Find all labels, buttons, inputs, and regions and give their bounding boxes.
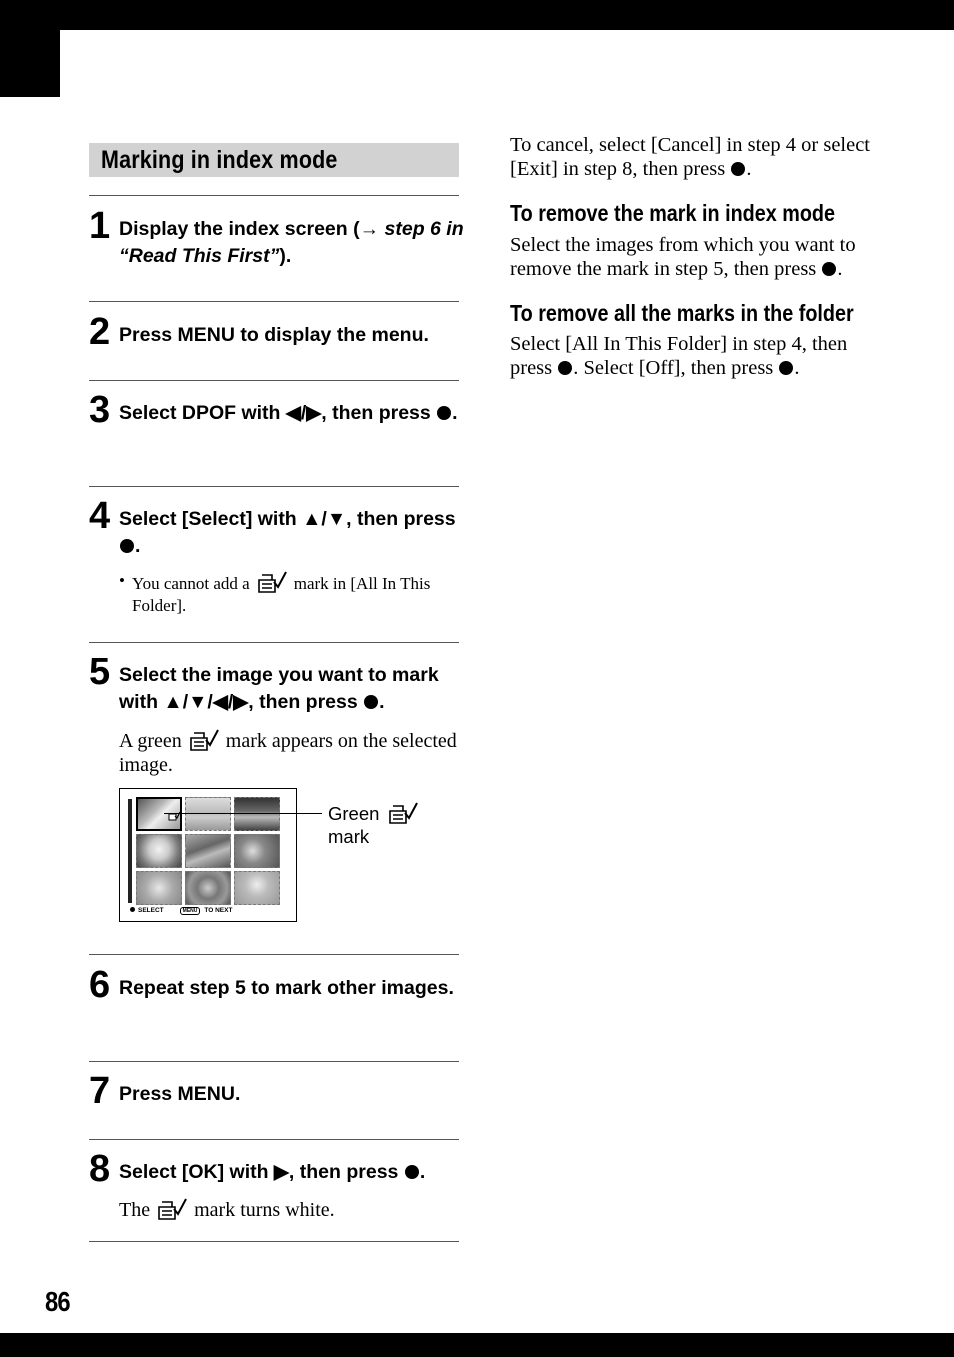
thumbnail-selected	[136, 797, 182, 831]
divider	[89, 1139, 459, 1140]
step-instruction: Press MENU.	[119, 1083, 241, 1105]
remove-all-heading: To remove all the marks in the folder	[510, 300, 854, 326]
step-number: 3	[89, 389, 111, 431]
screen-footer: SELECT MENU TO NEXT	[130, 907, 232, 915]
step-number: 2	[89, 311, 111, 353]
section-title: Marking in index mode	[89, 143, 459, 177]
center-button-icon	[558, 361, 572, 375]
step-instruction: Display the index screen (→ step 6 in “Read This First”).	[119, 218, 464, 267]
section-tab	[0, 0, 60, 97]
center-button-icon	[130, 907, 135, 912]
callout-label: Green mark	[328, 801, 438, 848]
remove-mark-text: Select the images from which you want to remove the mark in step 5, then press .	[510, 234, 856, 280]
step-instruction: Select [Select] with ▲/▼, then press .	[119, 508, 456, 557]
menu-badge: MENU	[180, 907, 201, 915]
divider	[89, 195, 459, 196]
thumbnail	[185, 834, 231, 868]
step-instruction: Select the image you want to mark with ▲/▼/◀/▶, then press .	[119, 664, 439, 713]
dpof-print-mark-icon	[188, 728, 220, 752]
thumbnail	[185, 871, 231, 905]
thumbnail	[136, 834, 182, 868]
step-note: • You cannot add a mark in [All In This Folder].	[119, 570, 459, 617]
step-result: The mark turns white.	[119, 1199, 335, 1221]
callout-line	[164, 813, 322, 814]
divider	[89, 380, 459, 381]
divider	[89, 642, 459, 643]
top-bar	[0, 0, 954, 30]
step-number: 1	[89, 205, 111, 247]
page-number: 86	[45, 1286, 70, 1317]
step-instruction: Press MENU to display the menu.	[119, 324, 429, 346]
center-button-icon	[437, 406, 451, 420]
step-instruction: Select DPOF with ◀/▶, then press .	[119, 402, 458, 424]
thumbnail	[234, 797, 280, 831]
divider	[89, 954, 459, 955]
center-button-icon	[822, 262, 836, 276]
center-button-icon	[364, 695, 378, 709]
divider	[89, 1241, 459, 1242]
center-button-icon	[405, 1165, 419, 1179]
thumbnail	[234, 871, 280, 905]
scroll-bar	[128, 799, 132, 903]
center-button-icon	[779, 361, 793, 375]
index-screen-illustration	[119, 788, 297, 922]
thumbnail	[185, 797, 231, 831]
bottom-bar	[0, 1333, 954, 1357]
divider	[89, 301, 459, 302]
center-button-icon	[120, 539, 134, 553]
remove-all-text: Select [All In This Folder] in step 4, then press . Select [Off], then press .	[510, 333, 848, 379]
dpof-print-mark-icon	[156, 1197, 188, 1221]
thumbnail	[136, 871, 182, 905]
step-instruction: Repeat step 5 to mark other images.	[119, 977, 454, 999]
cancel-instructions: To cancel, select [Cancel] in step 4 or select [Exit] in step 8, then press .	[510, 134, 871, 180]
dpof-print-mark-icon	[256, 570, 288, 594]
remove-mark-heading: To remove the mark in index mode	[510, 200, 835, 226]
step-instruction: Select [OK] with ▶, then press .	[119, 1161, 426, 1183]
step-number: 6	[89, 964, 111, 1006]
step-number: 4	[89, 495, 111, 537]
divider	[89, 486, 459, 487]
center-button-icon	[731, 162, 745, 176]
step-number: 5	[89, 651, 111, 693]
divider	[89, 1061, 459, 1062]
step-number: 8	[89, 1148, 111, 1190]
thumbnail	[234, 834, 280, 868]
step-number: 7	[89, 1070, 111, 1112]
dpof-print-mark-icon	[387, 801, 419, 825]
step-result: A green mark appears on the selected image.	[119, 730, 457, 776]
